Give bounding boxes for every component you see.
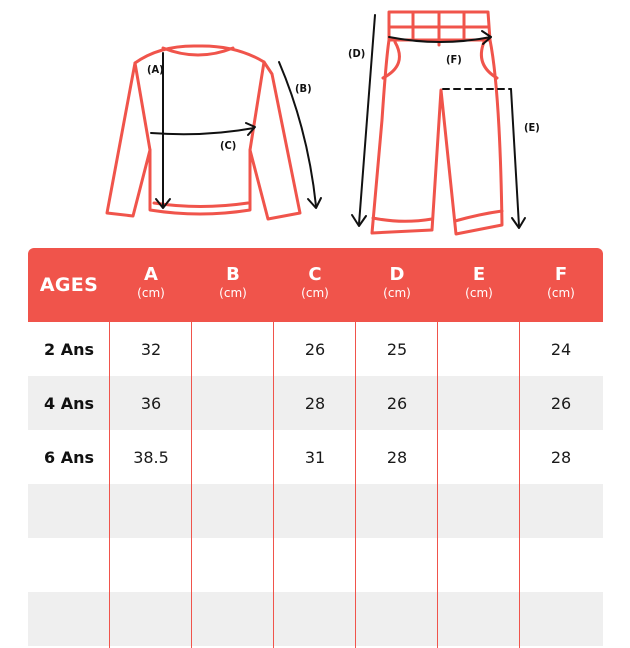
label-f: (F) <box>446 53 462 66</box>
table-row <box>28 322 603 376</box>
label-b: (B) <box>295 82 312 95</box>
value-cell <box>520 592 602 646</box>
age-cell: 6 Ans <box>44 447 94 467</box>
size-guide-illustration <box>0 0 630 250</box>
value-cell <box>356 538 438 592</box>
header-col-d <box>356 266 438 299</box>
value-cell <box>110 538 192 592</box>
value-cell <box>274 538 356 592</box>
value-cell <box>110 592 192 646</box>
value-cell <box>110 484 192 538</box>
value-cell: 28 <box>386 447 408 467</box>
column-divider <box>437 322 438 648</box>
column-divider <box>273 322 274 648</box>
size-table <box>28 248 603 648</box>
header-col-letter: F <box>554 264 568 285</box>
sweater-icon <box>107 46 300 219</box>
header-col-e <box>438 266 520 299</box>
header-ages: AGES <box>39 274 99 296</box>
label-c: (C) <box>220 139 237 152</box>
value-cell: 24 <box>550 339 572 359</box>
table-row <box>28 376 603 430</box>
header-col-unit: (cm) <box>301 286 329 300</box>
header-col-letter: B <box>226 264 240 285</box>
header-col-unit: (cm) <box>383 286 411 300</box>
value-cell <box>192 538 274 592</box>
header-col-letter: A <box>144 264 158 285</box>
value-cell <box>438 592 520 646</box>
value-cell <box>192 430 274 484</box>
label-a: (A) <box>147 63 164 76</box>
value-cell: 31 <box>304 447 326 467</box>
header-col-letter: E <box>472 264 486 285</box>
value-cell: 38.5 <box>133 447 169 467</box>
column-divider <box>519 322 520 648</box>
value-cell: 26 <box>304 339 326 359</box>
value-cell <box>438 430 520 484</box>
value-cell: 28 <box>304 393 326 413</box>
value-cell <box>356 484 438 538</box>
label-e: (E) <box>524 121 540 134</box>
trousers-icon <box>372 12 502 234</box>
value-cell <box>192 376 274 430</box>
value-cell <box>438 538 520 592</box>
header-col-a <box>110 266 192 299</box>
table-row <box>28 592 603 646</box>
value-cell <box>192 322 274 376</box>
value-cell <box>438 322 520 376</box>
age-cell: 2 Ans <box>44 339 94 359</box>
table-header <box>28 248 603 322</box>
header-col-letter: C <box>308 264 322 285</box>
table-row <box>28 484 603 538</box>
value-cell <box>192 484 274 538</box>
header-col-unit: (cm) <box>465 286 493 300</box>
header-col-c <box>274 266 356 299</box>
column-divider <box>191 322 192 648</box>
age-cell: 4 Ans <box>44 393 94 413</box>
header-col-f <box>520 266 602 299</box>
header-col-unit: (cm) <box>547 286 575 300</box>
value-cell <box>438 376 520 430</box>
table-row <box>28 430 603 484</box>
value-cell: 28 <box>550 447 572 467</box>
header-col-unit: (cm) <box>219 286 247 300</box>
header-col-letter: D <box>389 264 405 285</box>
label-d: (D) <box>348 47 366 60</box>
value-cell <box>438 484 520 538</box>
value-cell <box>356 592 438 646</box>
table-row <box>28 538 603 592</box>
column-divider <box>109 322 110 648</box>
header-col-unit: (cm) <box>137 286 165 300</box>
value-cell: 36 <box>140 393 162 413</box>
value-cell: 32 <box>140 339 162 359</box>
column-divider <box>355 322 356 648</box>
age-cell <box>28 484 110 538</box>
value-cell <box>520 484 602 538</box>
age-cell <box>28 592 110 646</box>
header-col-b <box>192 266 274 299</box>
value-cell: 26 <box>386 393 408 413</box>
value-cell <box>274 592 356 646</box>
value-cell <box>192 592 274 646</box>
value-cell <box>520 538 602 592</box>
value-cell <box>274 484 356 538</box>
value-cell: 25 <box>386 339 408 359</box>
value-cell: 26 <box>550 393 572 413</box>
age-cell <box>28 538 110 592</box>
